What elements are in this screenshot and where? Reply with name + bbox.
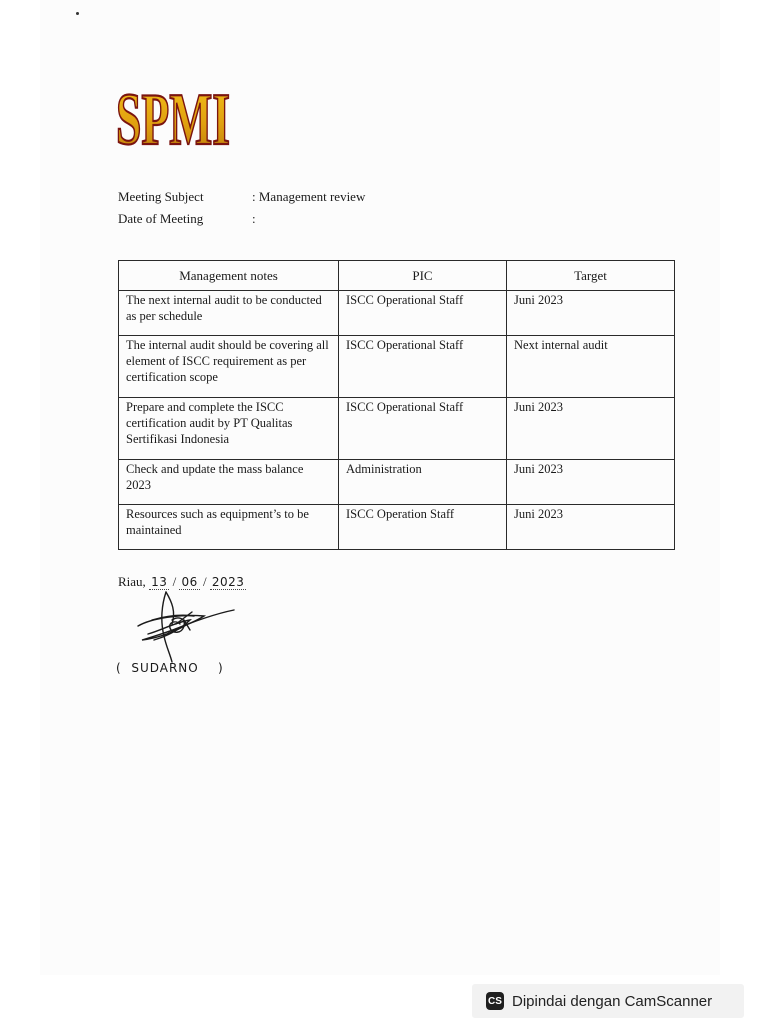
note-cell: The next internal audit to be conducted as per schedule xyxy=(119,291,339,336)
meeting-subject-label: Meeting Subject xyxy=(118,189,204,204)
pic-cell: ISCC Operational Staff xyxy=(339,398,507,460)
target-cell: Juni 2023 xyxy=(507,291,675,336)
table-row xyxy=(119,398,675,460)
note-cell: Prepare and complete the ISCC certification audit by PT Qualitas Sertifikasi Indonesia xyxy=(119,398,339,460)
camscanner-text: Dipindai dengan CamScanner xyxy=(512,992,713,1010)
spmi-logo xyxy=(114,78,234,161)
meeting-date-value: : xyxy=(252,211,256,226)
meeting-subject-value: : Management review xyxy=(252,189,366,204)
note-cell: Resources such as equipment’s to be maintained xyxy=(119,505,339,550)
signer-name-line xyxy=(116,661,224,675)
signer-open-paren: ( xyxy=(116,661,122,675)
signer-name: SUDARNO xyxy=(131,661,199,675)
header-pic: PIC xyxy=(339,261,507,291)
handwritten-signature xyxy=(132,590,242,665)
date-separator: / xyxy=(172,574,177,589)
pic-cell: ISCC Operational Staff xyxy=(339,291,507,336)
table-row xyxy=(119,505,675,550)
note-cell: The internal audit should be covering all element of ISCC requirement as per certification scope xyxy=(119,336,339,398)
note-cell: Check and update the mass balance 2023 xyxy=(119,460,339,505)
target-cell: Juni 2023 xyxy=(507,460,675,505)
signoff-place: Riau, xyxy=(118,574,146,589)
header-management-notes: Management notes xyxy=(119,261,339,291)
target-cell: Next internal audit xyxy=(507,336,675,398)
signoff-place-date xyxy=(118,574,246,590)
table-row xyxy=(119,460,675,505)
header-target: Target xyxy=(507,261,675,291)
target-cell: Juni 2023 xyxy=(507,398,675,460)
meeting-date-label: Date of Meeting xyxy=(118,211,204,226)
signer-close-paren: ) xyxy=(218,661,224,675)
table-row xyxy=(119,336,675,398)
date-separator: / xyxy=(203,574,207,589)
signoff-month: 06 xyxy=(181,575,198,589)
camscanner-icon: CS xyxy=(486,992,504,1010)
target-cell: Juni 2023 xyxy=(507,505,675,550)
logo-text: SPMI xyxy=(116,79,230,161)
pic-cell: ISCC Operation Staff xyxy=(339,505,507,550)
pic-cell: ISCC Operational Staff xyxy=(339,336,507,398)
pic-cell: Administration xyxy=(339,460,507,505)
table-row xyxy=(119,291,675,336)
management-notes-table xyxy=(118,260,675,550)
signoff-day: 13 xyxy=(151,575,168,589)
scan-speck xyxy=(76,12,79,15)
table-header-row xyxy=(119,261,675,291)
signoff-year: 2023 xyxy=(211,575,245,589)
camscanner-watermark xyxy=(472,984,744,1018)
